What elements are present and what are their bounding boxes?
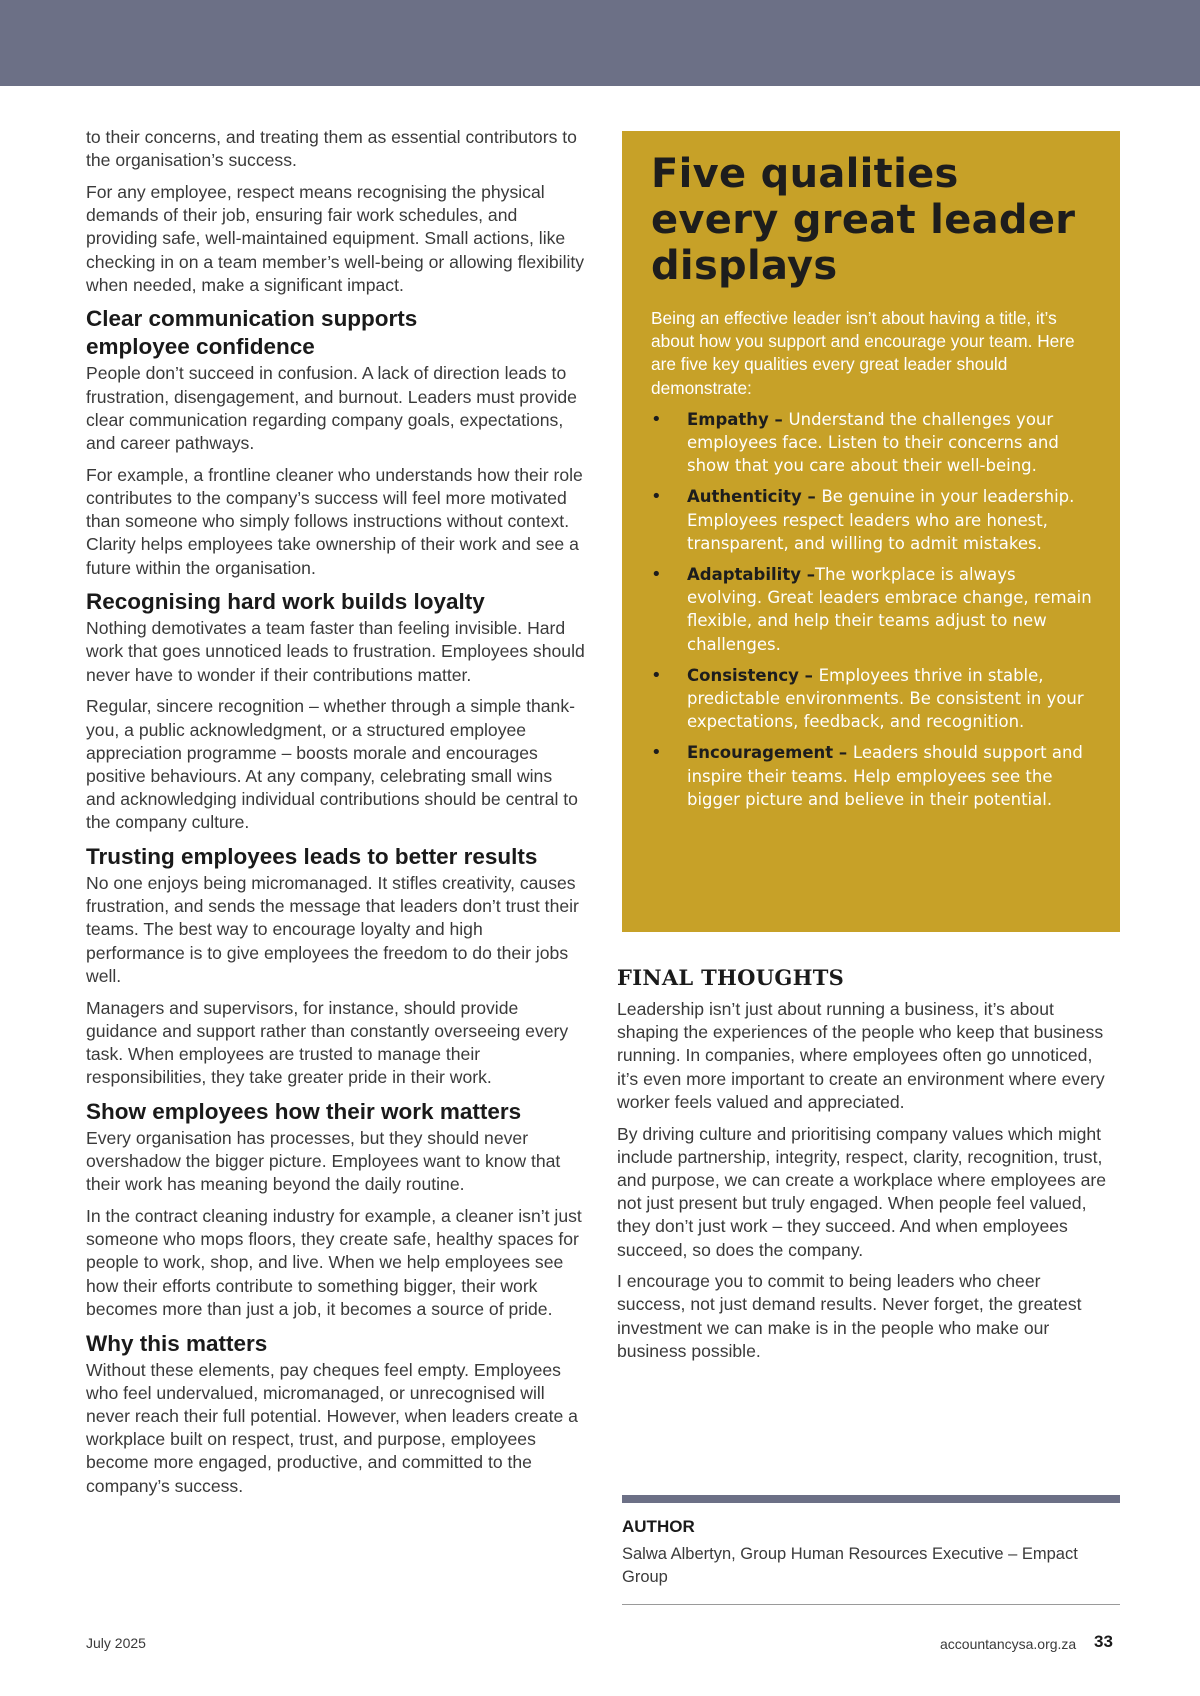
author-text: Salwa Albertyn, Group Human Resources Executive – Empact Group xyxy=(622,1545,1078,1586)
footer-site: accountancysa.org.za xyxy=(940,1636,1077,1652)
paragraph: People don’t succeed in confusion. A lack of direction leads to frustration, disengagement, and burnout. Leaders must provide clear communication regarding company goals, expectations, and career pathways. xyxy=(86,363,577,454)
paragraph: Without these elements, pay cheques feel empty. Employees who feel undervalued, micromanaged, or unrecognised will never reach their full potential. However, when leaders create a workplace built on respect, trust, and purpose, employees become more engaged, productive, and committed to the company’s success. xyxy=(86,1359,578,1496)
paragraph: I encourage you to commit to being leaders who cheer success, not just demand results. Never forget, the greatest investment we can make is in the people who make our business possible. xyxy=(617,1271,1082,1361)
bullet-icon: • xyxy=(651,486,662,508)
quality-term: Adaptability – xyxy=(687,565,815,585)
paragraph: By driving culture and prioritising company values which might include partnership, integrity, respect, clarity, recognition, trust, and purpose, we can create a workplace where employees are not just present but truly engaged. When people feel valued, they don’t just work – they succeed. And when employees succeed, so does the company. xyxy=(617,1123,1106,1260)
bullet-icon: • xyxy=(651,564,662,586)
section-heading-communication: Clear communication supports employee confidence xyxy=(86,306,418,360)
paragraph: Every organisation has processes, but they should never overshadow the bigger picture. Employees want to know that their work has meaning beyond the daily routine. xyxy=(86,1127,561,1195)
list-item xyxy=(651,741,1092,811)
quality-term: Encouragement – xyxy=(687,743,853,763)
box-intro: Being an effective leader isn’t about having a title, it’s about how you support and encourage your team. Here are five key qualities every great leader should demonstrate: xyxy=(651,308,1075,398)
quality-term: Empathy – xyxy=(687,409,789,429)
quality-text: Understand the challenges your employees face. Listen to their concerns and show that you care about their well-being. xyxy=(687,409,1059,476)
quality-text: The workplace is always evolving. Great leaders embrace change, remain flexible, and help their teams adjust to new challenges. xyxy=(687,565,1092,654)
paragraph: In the contract cleaning industry for example, a cleaner isn’t just someone who mops floors, they create safe, healthy spaces for people to work, shop, and live. When we help employees see how their efforts contribute to something bigger, their work becomes more than just a job, it becomes a source of pride. xyxy=(86,1206,582,1319)
box-title: Five qualities every great leader displays xyxy=(651,151,1076,289)
qualities-box xyxy=(622,131,1120,932)
quality-text: Employees thrive in stable, predictable environments. Be consistent in your expectations, feedback, and recognition. xyxy=(687,665,1084,732)
final-thoughts-section xyxy=(617,964,1107,1372)
final-thoughts-heading: FINAL THOUGHTS xyxy=(617,965,845,990)
section-heading-why: Why this matters xyxy=(86,1330,268,1356)
author-divider-bar xyxy=(622,1495,1120,1503)
paragraph: Nothing demotivates a team faster than feeling invisible. Hard work that goes unnoticed leads to frustration. Employees should never have to wonder if their contributions matter. xyxy=(86,618,585,685)
paragraph: Regular, sincere recognition – whether through a simple thank-you, a public acknowledgment, or a structured employee appreciation programme – boosts morale and encourages positive behaviours. At any company, celebrating small wins and acknowledging individual contributions should be central to the company culture. xyxy=(86,696,578,833)
section-heading-recognising: Recognising hard work builds loyalty xyxy=(86,589,485,615)
quality-text: Be genuine in your leadership. Employees respect leaders who are honest, transparent, and willing to admit mistakes. xyxy=(687,487,1075,553)
paragraph: Leadership isn’t just about running a business, it’s about shaping the experiences of the people who keep that business running. In companies, where employees often go unnoticed, it’s even more important to create an environment where every worker feels valued and appreciated. xyxy=(617,999,1105,1112)
bullet-icon: • xyxy=(651,408,662,430)
author-label: AUTHOR xyxy=(622,1517,695,1536)
bullet-icon: • xyxy=(651,664,662,686)
footer-date: July 2025 xyxy=(86,1635,146,1651)
quality-term: Consistency – xyxy=(687,665,819,685)
list-item xyxy=(651,664,1092,734)
bullet-icon: • xyxy=(651,742,662,764)
list-item xyxy=(651,408,1092,478)
quality-text: Leaders should support and inspire their teams. Help employees see the bigger picture and believe in their potential. xyxy=(687,743,1083,809)
section-heading-trusting: Trusting employees leads to better results xyxy=(86,844,538,870)
header-band xyxy=(0,0,1200,86)
qualities-list xyxy=(651,408,1092,811)
quality-term: Authenticity – xyxy=(687,487,822,507)
author-divider-line xyxy=(622,1604,1120,1605)
paragraph: For any employee, respect means recognising the physical demands of their job, ensuring fair work schedules, and providing safe, well-maintained equipment. Small actions, like checking in on a team member’s well-being or allowing flexibility when needed, make a significant impact. xyxy=(86,181,585,295)
paragraph: Managers and supervisors, for instance, should provide guidance and support rather than constantly overseeing every task. When employees are trusted to manage their responsibilities, they take greater pride in their work. xyxy=(86,997,569,1088)
list-item xyxy=(651,563,1092,656)
list-item xyxy=(651,485,1092,555)
page-number: 33 xyxy=(1094,1632,1113,1651)
paragraph: to their concerns, and treating them as essential contributors to the organisation’s success. xyxy=(86,127,577,171)
section-heading-show: Show employees how their work matters xyxy=(86,1098,522,1124)
paragraph: For example, a frontline cleaner who understands how their role contributes to the company’s success will feel more motivated than someone who simply follows instructions without context. Clarity helps employees take ownership of their work and see a future within the organisation. xyxy=(86,464,583,578)
paragraph: No one enjoys being micromanaged. It stifles creativity, causes frustration, and sends the message that leaders don’t trust their teams. The best way to encourage loyalty and high performance is to give employees the freedom to do their jobs well. xyxy=(86,873,579,986)
left-column xyxy=(86,126,586,1506)
